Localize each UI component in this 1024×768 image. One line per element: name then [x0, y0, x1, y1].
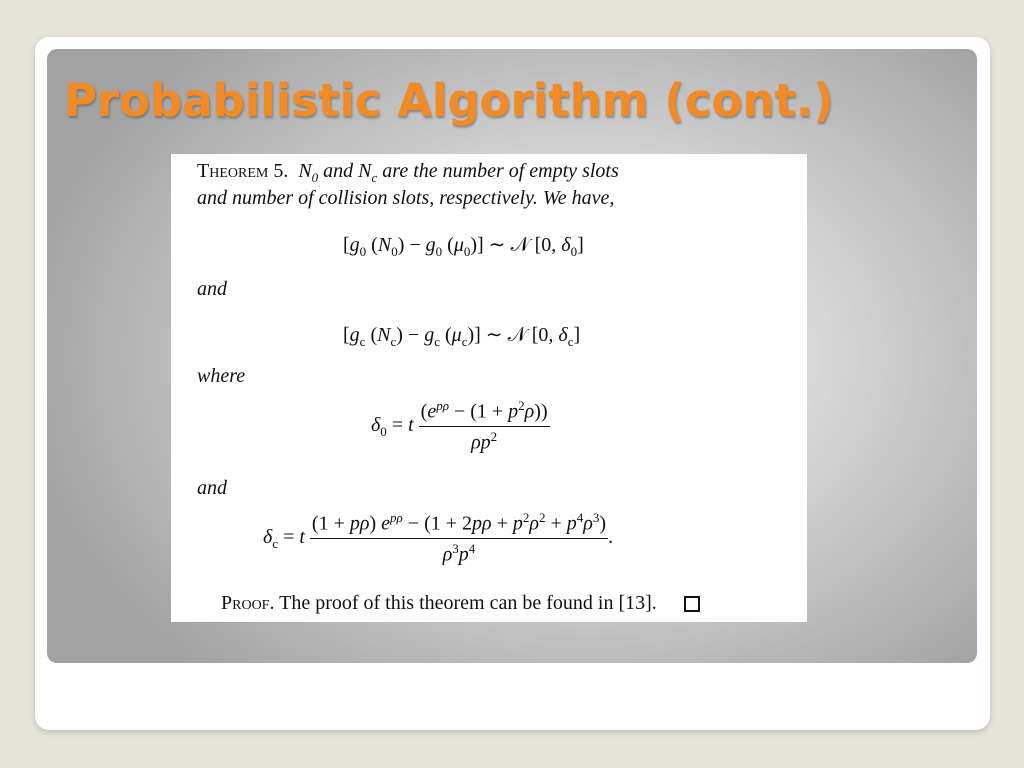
qed-square-icon	[684, 596, 700, 612]
and-text-2: and	[197, 477, 227, 499]
slide-title: Probabilistic Algorithm (cont.)	[64, 74, 834, 127]
theorem-image	[171, 154, 807, 622]
equation-3: $\delta_0 = t$ $\frac{(e^{p\rho} - (1 + p^2\rho))}{\rho p^2}$	[371, 398, 548, 454]
equation-4: $\delta_c = t$ $\frac{(1 + p\rho) e^{p\rho} - (1 + 2p\rho + p^2\rho^2 + p^4\rho^3)}{\rho^3p^4}$ .	[263, 510, 614, 566]
theorem-statement-line-2: and number of collision slots, respectively. We have,	[197, 187, 615, 209]
theorem-statement-line-1: Theorem 5. $N_0$ and $N_c$ are the number of empty slots	[197, 160, 619, 185]
where-text: where	[197, 365, 246, 387]
equation-2: [$g_c$ $(N_c) - g_c$ $(\mu_c)$] ∼ 𝒩 [0, $\delta_c$]	[343, 324, 581, 349]
theorem-label: Theorem 5.	[197, 160, 289, 182]
equation-1: [$g_0$ $(N_0) - g_0$ $(\mu_0)$] ∼ 𝒩 [0, $\delta_0$]	[343, 234, 584, 259]
proof-text: The proof of this theorem can be found in [13].	[279, 592, 657, 614]
and-text-1: and	[197, 278, 227, 300]
proof-line	[221, 592, 700, 615]
proof-label: Proof.	[221, 592, 275, 614]
